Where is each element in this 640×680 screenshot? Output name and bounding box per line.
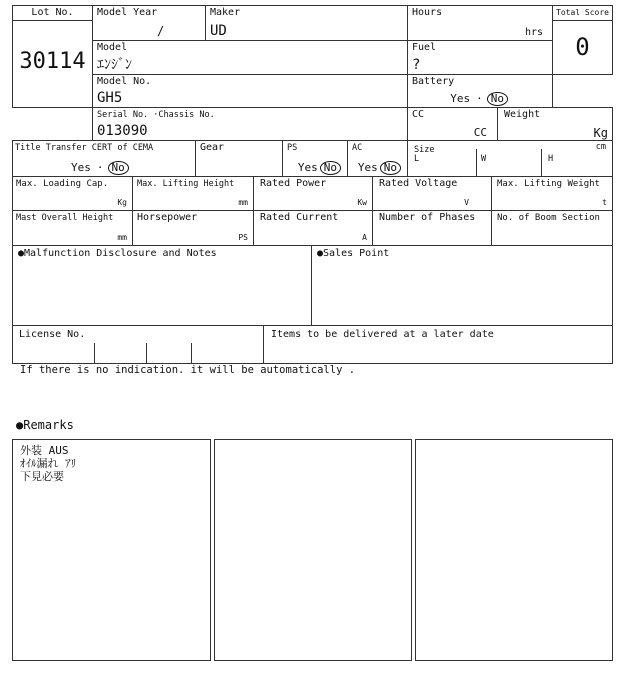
number-of-phases-cell — [372, 210, 492, 246]
sales-point-label: ●Sales Point — [317, 248, 390, 259]
ps-cell — [282, 140, 348, 177]
rated-voltage-label: Rated Voltage — [379, 178, 458, 189]
weight-unit: Kg — [593, 126, 608, 140]
size-divider-wh — [541, 149, 542, 176]
number-of-phases-label: Number of Phases — [379, 212, 476, 223]
fuel-value: ? — [412, 57, 421, 73]
horsepower-unit: PS — [238, 233, 248, 242]
max-lifting-height-cell — [132, 176, 254, 211]
max-lifting-height-unit: mm — [238, 198, 248, 207]
max-loading-cap-cell — [12, 176, 133, 211]
malfunction-notes-label: ●Malfunction Disclosure and Notes — [18, 248, 217, 259]
title-transfer-cell — [12, 140, 196, 177]
later-delivery-cell — [263, 325, 613, 364]
size-cell — [407, 140, 613, 177]
mast-overall-height-label: Mast Overall Height — [16, 213, 114, 223]
horsepower-cell — [132, 210, 254, 246]
model-cell — [92, 40, 408, 75]
gear-label: Gear — [200, 142, 225, 153]
ac-no: No — [380, 161, 401, 175]
rated-current-cell — [253, 210, 373, 246]
cc-label: CC — [412, 109, 425, 120]
model-no-value: GH5 — [97, 90, 123, 106]
title-transfer-separator: · — [96, 161, 104, 174]
size-l-label: L — [414, 154, 420, 164]
model-no-label: Model No. — [97, 76, 152, 87]
title-transfer-no: No — [108, 161, 129, 175]
remarks-box-1 — [12, 439, 211, 661]
hours-cell — [407, 5, 553, 41]
malfunction-notes-cell — [12, 245, 312, 326]
model-no-cell — [92, 74, 408, 108]
sales-point-cell — [311, 245, 613, 326]
serial-label: Serial No. ·Chassis No. — [97, 110, 215, 120]
model-label: Model — [97, 42, 128, 53]
ac-yes: Yes — [357, 161, 378, 174]
total-score-value: 0 — [575, 33, 590, 61]
rated-voltage-unit: V — [464, 198, 469, 207]
lot-no-value: 30114 — [19, 49, 86, 74]
license-divider-1 — [94, 343, 95, 363]
mast-overall-height-unit: mm — [117, 233, 127, 242]
remarks-line: 下見必要 — [20, 470, 64, 483]
ps-no: No — [320, 161, 341, 175]
max-lifting-height-label: Max. Lifting Height — [137, 179, 235, 189]
ac-cell — [347, 140, 408, 177]
battery-label: Battery — [412, 76, 455, 87]
cc-unit: CC — [473, 126, 487, 139]
battery-yes: Yes — [450, 92, 471, 105]
license-no-cell — [12, 325, 264, 364]
hours-unit: hrs — [524, 27, 543, 38]
rated-current-label: Rated Current — [260, 212, 339, 223]
size-w-label: W — [481, 154, 487, 164]
title-transfer-label: Title Transfer CERT of CEMA — [15, 143, 154, 153]
remarks-box-2 — [214, 439, 412, 661]
size-divider-lw — [476, 149, 477, 176]
cc-cell — [407, 107, 498, 141]
size-h-label: H — [548, 154, 554, 164]
license-divider-3 — [191, 343, 192, 363]
battery-cell — [407, 74, 553, 108]
boom-section-cell — [491, 210, 613, 246]
fuel-label: Fuel — [412, 42, 437, 53]
maker-label: Maker — [210, 7, 241, 18]
model-year-value: / — [157, 24, 165, 38]
max-lifting-weight-unit: t — [602, 198, 607, 207]
size-label: Size — [414, 145, 435, 155]
license-divider-2 — [146, 343, 147, 363]
serial-value: 013090 — [97, 123, 148, 139]
ac-label: AC — [352, 143, 363, 153]
max-lifting-weight-label: Max. Lifting Weight — [497, 179, 600, 189]
total-score-label: Total Score — [556, 8, 609, 17]
boom-section-label: No. of Boom Section — [497, 213, 600, 223]
title-transfer-yes: Yes — [71, 161, 91, 174]
mast-overall-height-cell — [12, 210, 133, 246]
later-delivery-label: Items to be delivered at a later date — [271, 329, 494, 340]
total-score-header — [552, 5, 613, 21]
ps-choice — [296, 161, 341, 175]
remarks-box-3 — [415, 439, 613, 661]
max-loading-cap-unit: Kg — [117, 198, 127, 207]
serial-cell — [92, 107, 408, 141]
ac-choice — [356, 161, 401, 175]
horsepower-label: Horsepower — [137, 212, 198, 223]
lot-no-label: Lot No. — [31, 7, 74, 18]
lot-no-cell — [12, 20, 93, 108]
footnote: If there is no indication. it will be automatically . — [20, 364, 356, 376]
maker-cell — [205, 5, 408, 41]
ps-label: PS — [287, 143, 298, 153]
remarks-line: ｵｲﾙ漏れ ｱﾘ — [20, 457, 77, 470]
total-score-cell — [552, 20, 613, 75]
size-unit: cm — [595, 142, 606, 152]
lot-no-header — [12, 5, 93, 21]
battery-separator: · — [476, 92, 483, 105]
title-transfer-choice — [69, 161, 129, 175]
model-value: ｴﾝｼﾞﾝ — [97, 57, 132, 73]
ps-yes: Yes — [297, 161, 318, 174]
rated-power-label: Rated Power — [260, 178, 327, 189]
gear-cell — [195, 140, 283, 177]
battery-choice — [448, 92, 508, 106]
rated-power-cell — [253, 176, 373, 211]
max-lifting-weight-cell — [491, 176, 613, 211]
model-year-cell — [92, 5, 206, 41]
maker-value: UD — [210, 23, 227, 39]
max-loading-cap-label: Max. Loading Cap. — [16, 179, 109, 189]
remarks-label: ●Remarks — [16, 418, 74, 432]
hours-label: Hours — [412, 7, 443, 18]
rated-current-unit: A — [362, 233, 367, 242]
weight-cell — [497, 107, 613, 141]
weight-label: Weight — [504, 109, 541, 120]
remarks-line: 外装 AUS — [20, 444, 69, 457]
model-year-label: Model Year — [97, 7, 158, 18]
rated-voltage-cell — [372, 176, 492, 211]
fuel-cell — [407, 40, 553, 75]
battery-no: No — [487, 92, 508, 106]
license-no-label: License No. — [19, 329, 86, 340]
rated-power-unit: Kw — [357, 198, 367, 207]
